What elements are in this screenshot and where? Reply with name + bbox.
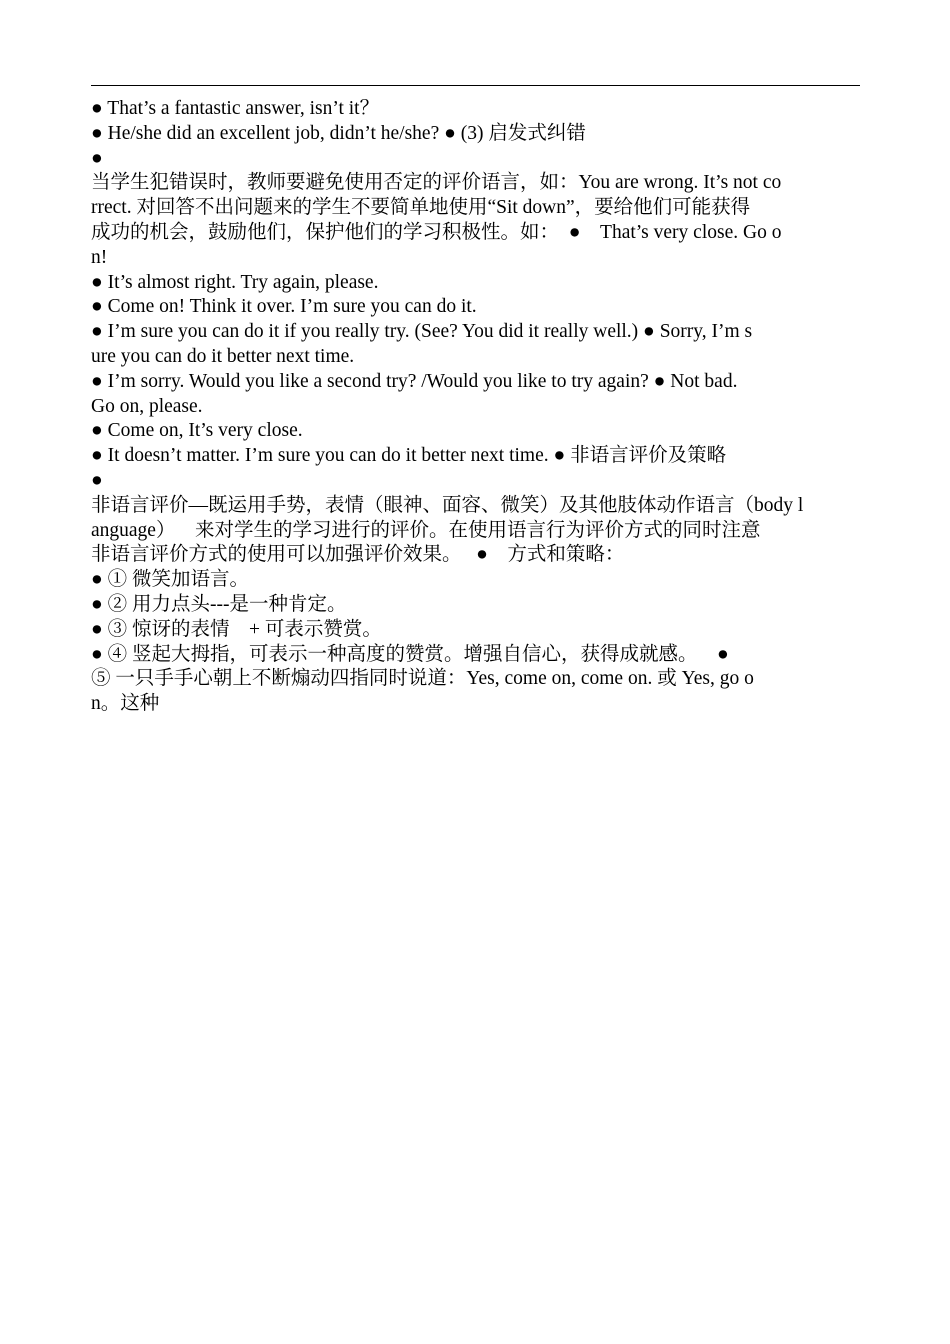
text-line: ● — [91, 147, 103, 169]
text-line: anguage） 来对学生的学习进行的评价。在使用语言行为评价方式的同时注意 — [91, 519, 761, 541]
document-body — [91, 97, 860, 717]
text-line: ● Come on! Think it over. I’m sure you can do it. — [91, 296, 477, 318]
text-line: ● ② 用力点头---是一种肯定。 — [91, 593, 347, 615]
text-line: ⑤ 一只手手心朝上不断煽动四指同时说道：Yes, come on, come on. 或 Yes, go o — [91, 668, 754, 690]
header-rule — [91, 85, 860, 86]
text-line: ● He/she did an excellent job, didn’t he/she? ● (3) 启发式纠错 — [91, 122, 586, 144]
text-line: ● I’m sorry. Would you like a second try? /Would you like to try again? ● Not bad. — [91, 370, 738, 392]
text-line: ● — [91, 469, 103, 491]
text-line: ● ③ 惊讶的表情 + 可表示赞赏。 — [91, 618, 382, 640]
text-line: ● Come on, It’s very close. — [91, 420, 303, 442]
text-line: ● That’s a fantastic answer, isn’t it？ — [91, 98, 380, 119]
text-line: 成功的机会，鼓励他们，保护他们的学习积极性。如： ● That’s very close. Go o — [91, 221, 782, 243]
text-line: ure you can do it better next time. — [91, 345, 355, 367]
text-line: Go on, please. — [91, 395, 203, 417]
text-line: rrect. 对回答不出问题来的学生不要简单地使用“Sit down”，要给他们可能获得 — [91, 197, 751, 219]
text-line: 当学生犯错误时，教师要避免使用否定的评价语言，如：You are wrong. It’s not co — [91, 172, 782, 194]
text-line: 非语言评价方式的使用可以加强评价效果。 ● 方式和策略： — [91, 544, 625, 566]
text-line: ● It doesn’t matter. I’m sure you can do it better next time. ● 非语言评价及策略 — [91, 445, 727, 467]
text-line: ● ④ 竖起大拇指，可表示一种高度的赞赏。增强自信心，获得成就感。 ● — [91, 643, 729, 665]
text-line: ● I’m sure you can do it if you really try. (See? You did it really well.) ● Sorry, I’m s — [91, 321, 753, 343]
text-line: 非语言评价—既运用手势，表情（眼神、面容、微笑）及其他肢体动作语言（body l — [91, 494, 804, 516]
text-line: ● ① 微笑加语言。 — [91, 569, 250, 591]
text-line: ● It’s almost right. Try again, please. — [91, 271, 379, 293]
text-line: n! — [91, 246, 108, 268]
text-line: n。这种 — [91, 693, 160, 715]
